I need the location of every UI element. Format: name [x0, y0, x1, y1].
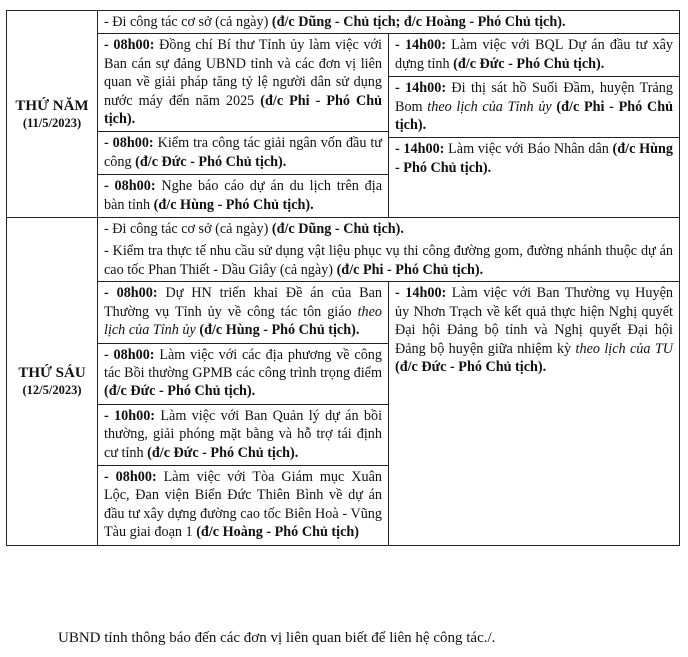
day-cell [7, 11, 98, 218]
item-text: Làm việc với Ban Quản lý dự án bồi thường, giải phóng mặt bằng và hỗ trợ tái định cư tỉnh [104, 407, 383, 461]
all-day-entry [98, 240, 679, 282]
closing-notice: UBND tỉnh thông báo đến các đơn vị liên quan biết để liên hệ công tác./. [58, 630, 496, 646]
schedule-item [98, 131, 388, 174]
schedule-table [6, 10, 680, 546]
day-name: THỨ SÁU [18, 365, 86, 382]
item-officer: (đ/c Hoàng - Phó Chủ tịch) [196, 524, 359, 541]
item-text: Làm việc với các địa phương về công tác Bồi thường GPMB các công trình trọng điểm [104, 346, 382, 381]
schedule-item [98, 404, 388, 465]
item-time: - 08h00: [104, 178, 156, 195]
item-text: Làm việc với Ban Thường vụ Huyện ủy Nhơn Trạch về kết quả thực hiện Nghị quyết Đại hội Đảng bộ tỉnh và Nghị quyết Đại hội Đảng bộ huyện giữa nhiệm kỳ [395, 285, 673, 357]
item-text: Làm việc với Báo Nhân dân [444, 141, 613, 158]
item-officer: (đ/c Đức - Phó Chủ tịch). [395, 358, 547, 375]
item-officer: (đ/c Đức - Phó Chủ tịch). [104, 383, 256, 400]
schedule-item [98, 282, 388, 342]
item-text: Làm việc với Tòa Giám mục Xuân Lộc, Đan viện Biển Đức Thiên Bình về dự án đầu tư xây dựng đường cao tốc Biên Hoà - Vũng Tàu giai đoạn 1 [104, 468, 382, 541]
item-officer: (đ/c Hùng - Phó Chủ tịch). [195, 322, 360, 339]
schedule-item [98, 343, 388, 404]
item-text: Làm việc với BQL Dự án đầu tư xây dựng tỉnh [395, 37, 673, 72]
schedule-item [389, 137, 679, 180]
item-officer: (đ/c Hùng - Phó Chủ tịch). [395, 141, 673, 176]
item-note: theo lịch của Tỉnh ủy [104, 303, 382, 339]
schedule-cell [98, 218, 680, 546]
item-text: Nghe báo cáo dự án du lịch trên địa bàn tỉnh [104, 178, 383, 213]
split-sessions [98, 34, 679, 217]
schedule-item [98, 174, 388, 217]
item-time: - 08h00: [104, 468, 157, 485]
split-sessions [98, 282, 679, 544]
day-name: THỨ NĂM [15, 98, 89, 115]
day-date: (11/5/2023) [22, 116, 82, 131]
entry-text: - Kiểm tra thực tế nhu cầu sử dụng vật liệu phục vụ thi công đường gom, đường nhánh thuộc dự án cao tốc Phan Thiết - Dầu Giây (cả ngày) [104, 243, 673, 278]
schedule-item [389, 76, 679, 137]
entry-officer: (đ/c Phi - Phó Chủ tịch). [336, 261, 484, 278]
item-time: - 08h00: [104, 346, 155, 363]
schedule-item [98, 465, 388, 545]
entry-text: - Đi công tác cơ sở (cả ngày) [104, 14, 272, 30]
item-time: - 14h00: [395, 37, 446, 54]
schedule-row-thursday [7, 11, 680, 218]
item-text: Đi thị sát hồ Suối Đầm, huyện Trảng Bom [395, 80, 673, 115]
item-officer: (đ/c Đức - Phó Chủ tịch). [147, 444, 299, 461]
item-text: Dự HN triển khai Đề án của Ban Thường vụ Tỉnh ủy về công tác tôn giáo [104, 285, 383, 320]
item-time: - 08h00: [104, 135, 154, 152]
all-day-entry [98, 218, 679, 240]
entry-text: - Đi công tác cơ sở (cả ngày) [104, 221, 272, 238]
afternoon-column [389, 282, 679, 544]
afternoon-column [389, 34, 679, 217]
item-note: theo lịch của TU [575, 340, 674, 357]
item-officer: (đ/c Phi - Phó Chủ tịch). [104, 92, 382, 128]
item-text: Kiểm tra công tác giải ngân vốn đầu tư công [104, 135, 382, 170]
item-time: - 14h00: [395, 141, 445, 158]
item-time: - 14h00: [395, 80, 447, 97]
schedule-item [389, 282, 679, 379]
item-time: - 10h00: [104, 407, 156, 424]
item-officer: (đ/c Đức - Phó Chủ tịch). [453, 55, 605, 72]
entry-officer: (đ/c Dũng - Chủ tịch). [271, 221, 404, 238]
entry-officer: (đ/c Dũng - Chủ tịch; đ/c Hoàng - Phó Chủ tịch). [271, 14, 566, 30]
morning-column [98, 34, 389, 217]
schedule-item [389, 34, 679, 76]
item-text: Đồng chí Bí thư Tỉnh ủy làm việc với Ban cán sự đảng UBND tỉnh và các đơn vị liên quan về giải pháp tăng tỷ lệ người dân sử dụng nước máy đến năm 2025 [104, 37, 382, 109]
schedule-row-friday [7, 218, 680, 546]
item-note: theo lịch của Tỉnh ủy [427, 98, 552, 115]
schedule-cell [98, 11, 680, 218]
day-cell [7, 218, 98, 546]
item-officer: (đ/c Hùng - Phó Chủ tịch). [153, 196, 314, 213]
item-time: - 08h00: [104, 285, 158, 302]
day-date: (12/5/2023) [22, 383, 82, 398]
item-officer: (đ/c Đức - Phó Chủ tịch). [135, 153, 287, 170]
morning-column [98, 282, 389, 544]
item-time: - 08h00: [104, 37, 155, 54]
item-time: - 14h00: [395, 285, 447, 302]
all-day-entry [98, 11, 679, 34]
item-officer: (đ/c Phi - Phó Chủ tịch). [395, 98, 673, 134]
schedule-item [98, 34, 388, 131]
